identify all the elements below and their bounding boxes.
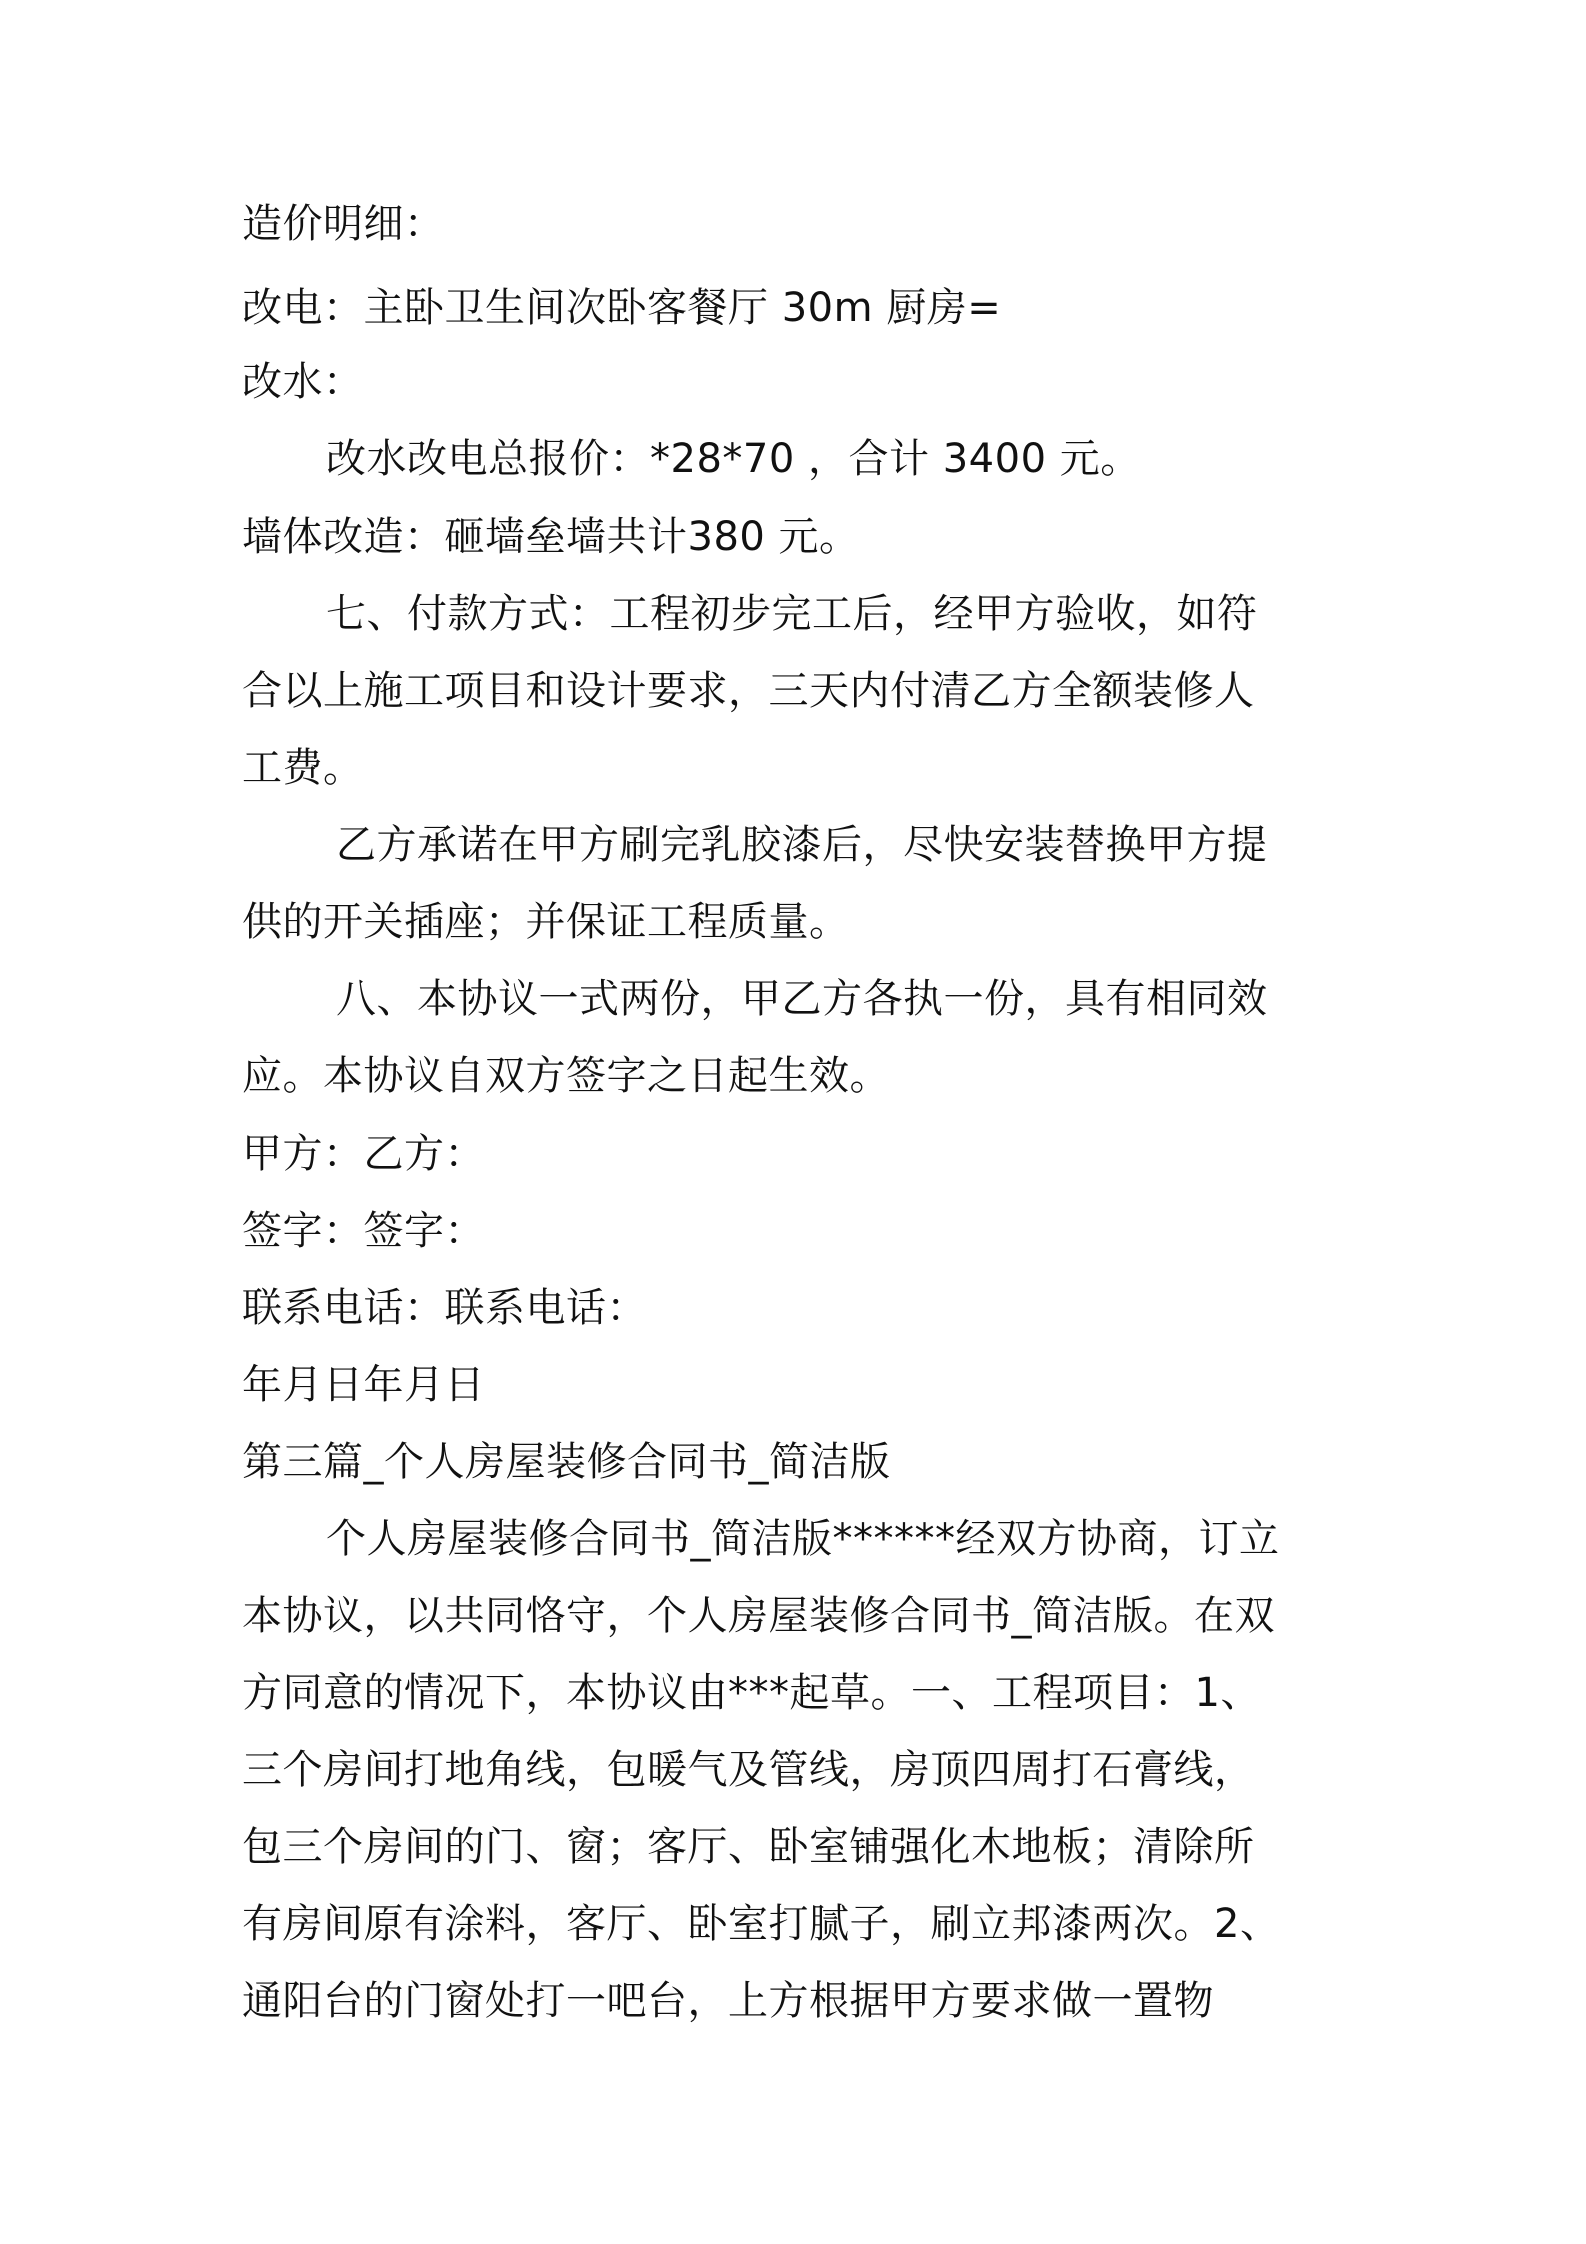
text-line-water: 改水： — [242, 359, 364, 405]
text-line-copies-1: 八、本协议一式两份，甲乙方各执一份，具有相同效 — [336, 976, 1268, 1022]
text-line-copies-2: 应。本协议自双方签字之日起生效。 — [242, 1053, 890, 1099]
text-line-contract-3: 方同意的情况下，本协议由***起草。一、工程项目：1、 — [242, 1670, 1261, 1716]
text-line-contract-4: 三个房间打地角线，包暖气及管线，房顶四周打石膏线， — [242, 1747, 1255, 1793]
text-line-phone: 联系电话：联系电话： — [242, 1285, 647, 1331]
text-line-promise-2: 供的开关插座；并保证工程质量。 — [242, 899, 850, 945]
text-line-contract-6: 有房间原有涂料，客厅、卧室打腻子，刷立邦漆两次。2、 — [242, 1901, 1281, 1947]
text-line-contract-7: 通阳台的门窗处打一吧台，上方根据甲方要求做一置物 — [242, 1978, 1214, 2024]
text-line-wall: 墙体改造：砸墙垒墙共计380 元。 — [242, 514, 860, 560]
section-title: 第三篇_个人房屋装修合同书_简洁版 — [242, 1439, 891, 1485]
text-line-signature: 签字：签字： — [242, 1208, 485, 1254]
text-line-date: 年月日年月日 — [242, 1362, 485, 1408]
text-line-payment-2: 合以上施工项目和设计要求，三天内付清乙方全额装修人 — [242, 668, 1255, 714]
text-line-payment-3: 工费。 — [242, 745, 364, 791]
text-line-total-quote: 改水改电总报价：*28*70 ，合计 3400 元。 — [326, 436, 1141, 482]
text-line-contract-2: 本协议，以共同恪守，个人房屋装修合同书_简洁版。在双 — [242, 1593, 1275, 1639]
text-line-payment-1: 七、付款方式：工程初步完工后，经甲方验收，如符 — [326, 591, 1258, 637]
text-line-contract-5: 包三个房间的门、窗；客厅、卧室铺强化木地板；清除所 — [242, 1824, 1255, 1870]
text-line-contract-1: 个人房屋装修合同书_简洁版******经双方协商，订立 — [326, 1516, 1280, 1562]
text-line-cost-detail: 造价明细： — [242, 201, 445, 247]
text-line-promise-1: 乙方承诺在甲方刷完乳胶漆后，尽快安装替换甲方提 — [336, 822, 1268, 868]
text-line-parties: 甲方：乙方： — [242, 1131, 485, 1177]
text-line-electric: 改电：主卧卫生间次卧客餐厅 30m 厨房= — [242, 285, 1002, 331]
